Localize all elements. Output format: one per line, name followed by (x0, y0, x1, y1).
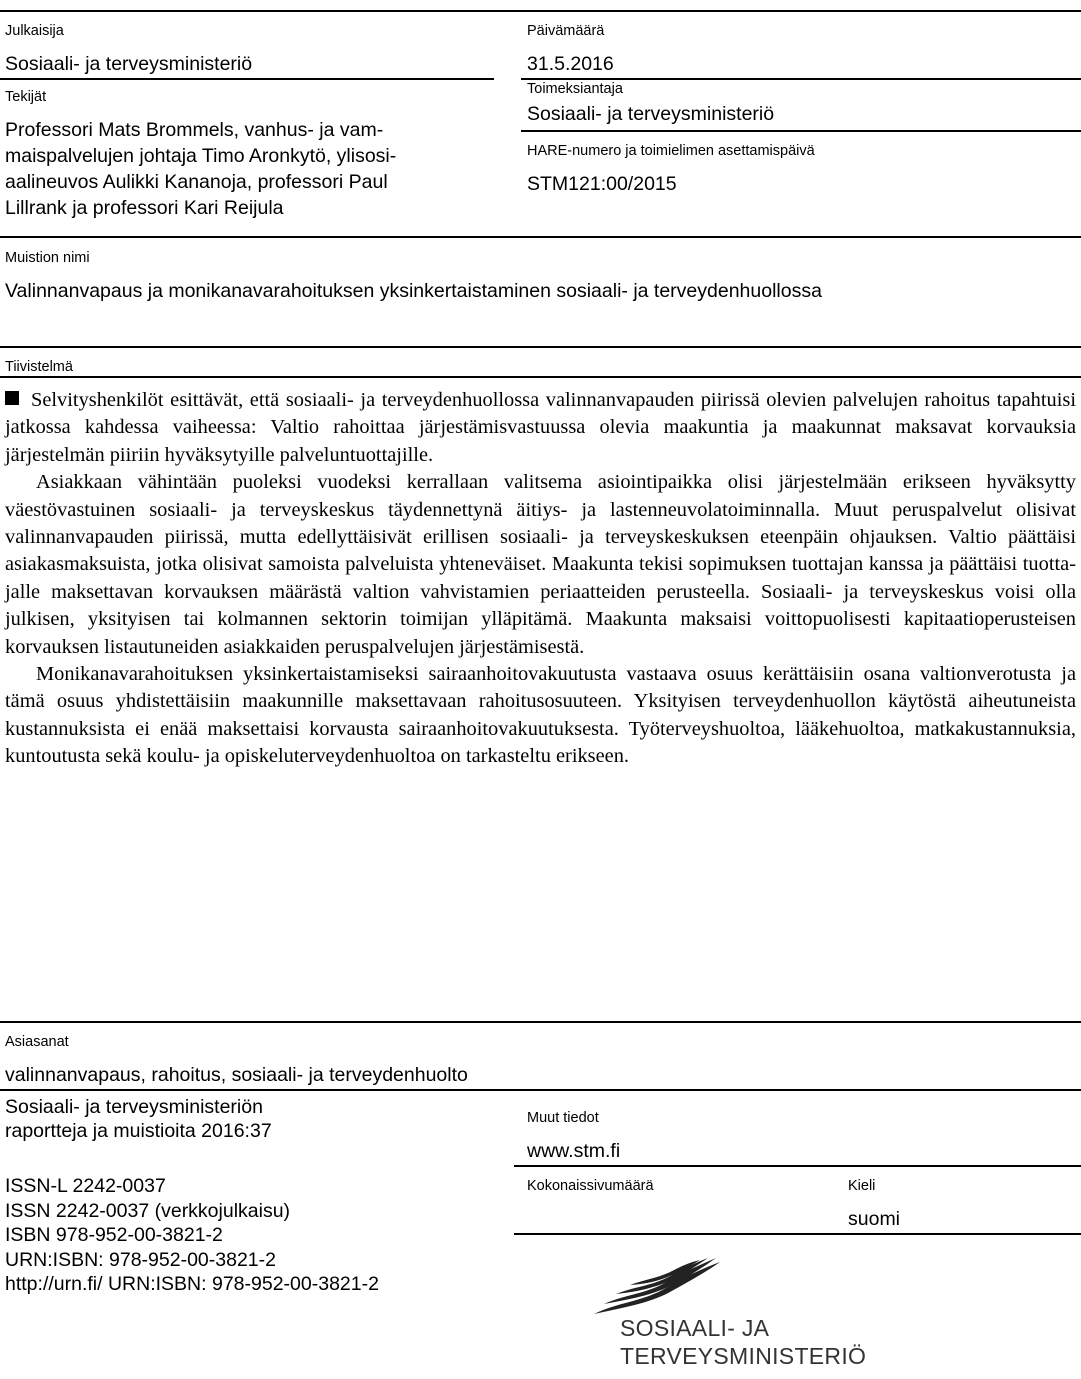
issn: ISSN 2242-0037 (verkkojulkaisu) (5, 1199, 291, 1222)
publisher-label: Julkaisija (5, 23, 64, 39)
series-block (5, 1095, 272, 1143)
keywords-label: Asiasanat (5, 1034, 69, 1050)
publisher-rule (0, 78, 494, 80)
logo-line-1: SOSIAALI- JA (620, 1315, 770, 1341)
abstract-label-rule (0, 376, 1081, 378)
keywords-rule (0, 1089, 1081, 1091)
abstract-paragraph-text: Selvityshenkilöt esittävät, että sosiaali- ja terveydenhuollossa valinnanvapauden piirissä olevien palvelujen rahoitus tapahtuisi jatkossa kahdessa vaiheessa: Valtio rahoittaa järjestämisvastuussa olevia maakuntia ja maakunnat maksavat korvauksia järjestelmän piiriin hyväksytyille palveluntuottajille. (5, 389, 1076, 466)
authors-line: Professori Mats Brommels, vanhus- ja vam- (5, 119, 384, 141)
page-count-label: Kokonaissivumäärä (527, 1178, 654, 1194)
language-label: Kieli (848, 1178, 876, 1194)
authors-line: aalineuvos Aulikki Kananoja, professori Paul (5, 171, 388, 193)
date-value: 31.5.2016 (527, 53, 614, 75)
abstract-paragraph: Monikanavarahoituksen yksinkertaistamiseksi sairaanhoitovakuutusta vastaava osuus kerättäisiin osana valtionverotusta ja tämä osuus yhdistettäisiin maakunnille maksettavaan rahoitusosuuteen. Yksityisen terveydenhuollon käytöstä aiheutuneista kustannuksista ei enää maksettaisi korvausta sairaanhoitovakuutuksesta. Työterveyshuoltoa, lääkehuoltoa, matkakustannuksia, kuntoutusta sekä koulu- ja opiskeluterveydenhuoltoa on tarkasteltu erikseen. (5, 663, 1076, 768)
abstract-body (5, 387, 1076, 771)
urn-isbn: URN:ISBN: 978-952-00-3821-2 (5, 1248, 276, 1271)
abstract-paragraph: Asiakkaan vähintään puoleksi vuodeksi kerrallaan valitsema asiointipaikka olisi järjestelmään erikseen hyväksytty väestövastuinen sosiaali- ja terveyskeskus täydennettynä äitiys- ja lastenneuvolatoiminnalla. Muut peruspalvelut olisivat valinnanvapauden piirissä, mutta edellyttäisivät erillisen sosiaali- ja terveyskeskuksen eteenpäin ohjauksen. Valtio päättäisi asiakasmaksuista, jotka olisivat samoista palveluista yhteneväiset. Maakunta tekisi sopimuksen tuottajan kanssa ja päättäisi tuottajalle maksettavan korvauksen määrästä valtion vahvistamien periaatteiden perusteella. Sosiaali- ja terveyskeskus voisi olla julkisen, yksityisen tai kolmannen sektorin toimijan ylläpitämä. Maakunta maksaisi voittopuolisesti kapitaatioperusteisen korvauksen listautuneiden asiakkaiden peruspalvelujen järjestämisestä. (5, 471, 1076, 658)
other-info-label: Muut tiedot (527, 1110, 599, 1126)
language-rule (514, 1233, 1081, 1235)
other-info-rule (514, 1165, 1081, 1167)
ids-block (5, 1174, 379, 1297)
language-value: suomi (848, 1208, 901, 1230)
waves-logo-icon (590, 1258, 725, 1318)
memo-name-value: Valinnanvapaus ja monikanavarahoituksen yksinkertaistaminen sosiaali- ja terveydenhuollossa (5, 280, 822, 302)
abstract-rule (0, 1021, 1081, 1023)
commissioner-rule (521, 130, 1081, 132)
other-info-value[interactable]: www.stm.fi (527, 1140, 621, 1162)
authors-line: maispalvelujen johtaja Timo Aronkytö, ylisosi- (5, 145, 397, 167)
ministry-logo (590, 1258, 990, 1373)
hare-label: HARE-numero ja toimielimen asettamispäivä (527, 143, 815, 159)
logo-line-2: TERVEYSMINISTERIÖ (620, 1343, 867, 1369)
date-label: Päivämäärä (527, 23, 605, 39)
top-rule (0, 10, 1081, 12)
date-rule (521, 78, 1081, 80)
commissioner-value: Sosiaali- ja terveysministeriö (527, 103, 775, 125)
abstract-paragraph (5, 387, 1076, 469)
urn-link[interactable]: http://urn.fi/ URN:ISBN: 978-952-00-3821-2 (5, 1273, 379, 1295)
authors-line: Lillrank ja professori Kari Reijula (5, 197, 284, 219)
memo-rule (0, 346, 1081, 348)
authors-rule (0, 236, 1081, 238)
square-bullet-icon (5, 391, 19, 405)
issn-l: ISSN-L 2242-0037 (5, 1175, 166, 1197)
abstract-label: Tiivistelmä (5, 359, 73, 375)
authors-label: Tekijät (5, 89, 47, 105)
keywords-value: valinnanvapaus, rahoitus, sosiaali- ja terveydenhuolto (5, 1064, 468, 1086)
publisher-value: Sosiaali- ja terveysministeriö (5, 53, 253, 75)
memo-name-label: Muistion nimi (5, 250, 90, 266)
series-line: raportteja ja muistioita 2016:37 (5, 1120, 272, 1142)
hare-value: STM121:00/2015 (527, 173, 677, 195)
isbn: ISBN 978-952-00-3821-2 (5, 1224, 223, 1246)
authors-block (5, 117, 495, 221)
commissioner-label: Toimeksiantaja (527, 81, 623, 97)
series-line: Sosiaali- ja terveysministeriön (5, 1096, 263, 1118)
